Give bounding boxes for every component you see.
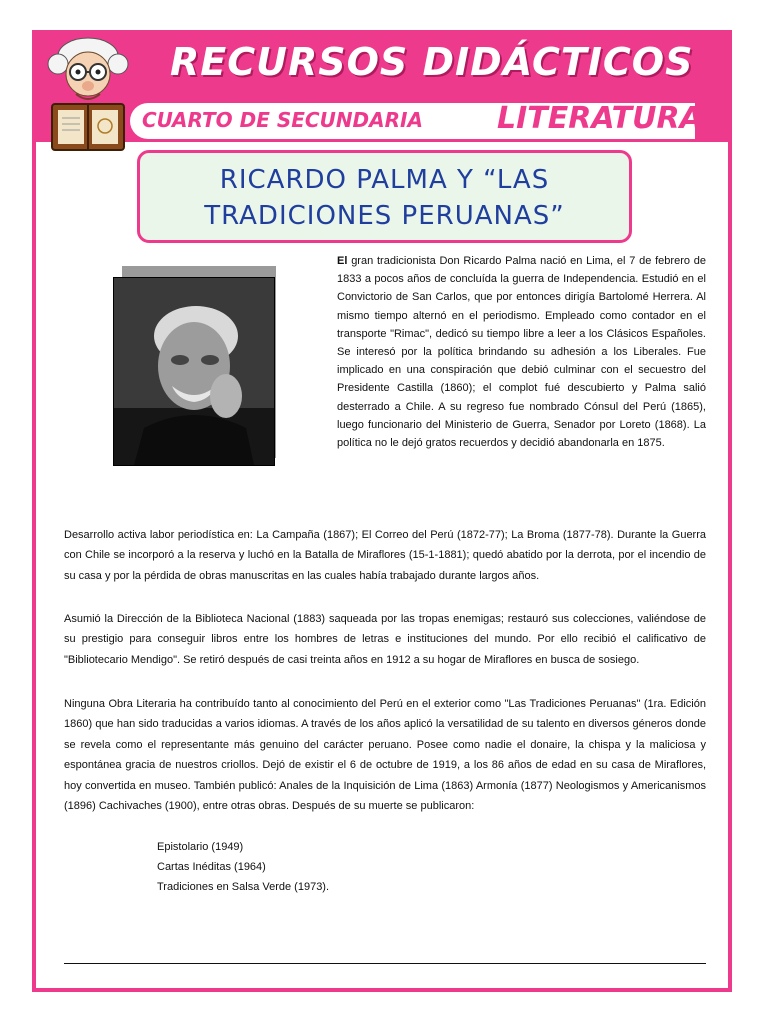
article-title-line-1: RICARDO PALMA Y “LAS	[219, 165, 550, 195]
intro-lead-word: El	[337, 255, 348, 267]
intro-body-text: gran tradicionista Don Ricardo Palma nació en Lima, el 7 de febrero de 1833 a pocos años de concluída la guerra de Independencia. Estudió en el Convictorio de San Carlos, que por entonces dirigía Bartolomé Herrera. Al mismo tiempo alternó en el periodismo. Empleado como contador en el transporte "Rimac", dedicó su tiempo libre a leer a los Clásicos Españoles. Se interesó por la política brindando su adhesión a los Liberales. Fue implicado en una conspiración que debió culminar con el secuestro del Presidente Castilla (1860); el complot fué descubierto y Palma salió desterrado a Chile. A su regreso fue nombrado Cónsul del Perú (1865), luego funcionario del Ministerio de Guerra, Senador por Loreto (1868). La política no le dejó gratos recuerdos y decidió abandonarla en 1875.	[337, 255, 706, 450]
list-item: Epistolario (1949)	[157, 841, 244, 853]
list-item: Cartas Inéditas (1964)	[157, 861, 266, 873]
site-title: RECURSOS DIDÁCTICOS	[170, 40, 694, 84]
portrait-photo-icon	[113, 277, 275, 466]
list-item: Tradiciones en Salsa Verde (1973).	[157, 881, 330, 893]
grade-label: CUARTO DE SECUNDARIA	[142, 108, 423, 132]
body-paragraph: Asumió la Dirección de la Biblioteca Nacional (1883) saqueada por las tropas enemigas; restauró sus colecciones, valiéndose de su prestigio para conseguir libros entre los hombres de letras e instituciones del mundo. Por ello recibió el calificativo de "Bibliotecario Mendigo". Se retiró después de casi treinta años en 1912 a su hogar de Miraflores en busca de sosiego.	[64, 613, 706, 666]
article-title-line-2: TRADICIONES PERUANAS”	[204, 201, 565, 231]
professor-reading-book-icon	[36, 34, 140, 158]
footer-divider	[64, 963, 706, 964]
body-paragraph: Ninguna Obra Literaria ha contribuído tanto al conocimiento del Perú en el exterior como "Las Tradiciones Peruanas" (1ra. Edición 1860) que han sido traducidas a varios idiomas. A través de los años aplicó la versatilidad de su talento en diversos géneros donde se revela como el representante más genuino del carácter peruano. Posee como nadie el donaire, la chispa y la maliciosa y espontánea gracia de nuestros criollos. Dejó de existir el 6 de octubre de 1919, a los 86 años de edad en su casa de Miraflores, hoy convertida en museo. También publicó: Anales de la Inquisición de Lima (1863) Armonía (1877) Neologismos y Americanismos (1896) Cachivaches (1900), entre otras obras. Después de su muerte se publicaron:	[64, 698, 706, 813]
body-paragraph: Desarrollo activa labor periodística en: La Campaña (1867); El Correo del Perú (1872-77); La Broma (1877-78). Durante la Guerra con Chile se incorporó a la reserva y luchó en la Batalla de Miraflores (15-1-1881); quedó abatido por la derrota, por el incendio de su casa y por la pérdida de obras manuscritas en las cuales había trabajado durante largos años.	[64, 529, 706, 582]
posthumous-works-list	[157, 837, 329, 897]
subject-label: LITERATURA	[497, 101, 703, 136]
intro-paragraph	[337, 252, 706, 452]
article-title-box	[137, 150, 632, 243]
